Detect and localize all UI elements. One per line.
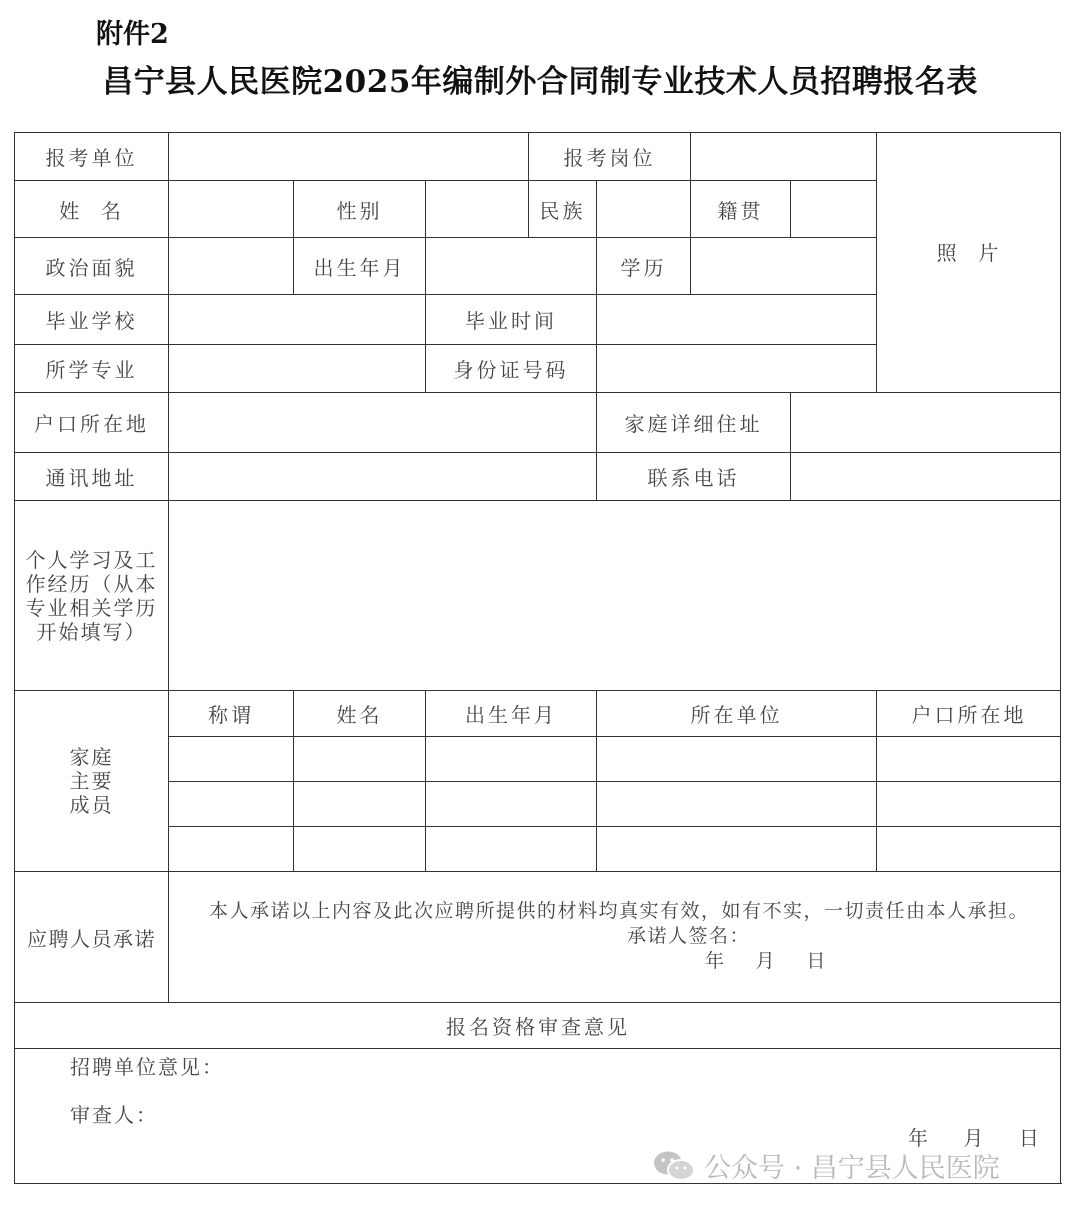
family-label-line: 成员: [69, 793, 114, 817]
label-graduate-time: 毕业时间: [425, 294, 596, 344]
label-gender: 性别: [293, 180, 425, 237]
form-title: 昌宁县人民医院2025年编制外合同制专业技术人员招聘报名表: [102, 64, 978, 100]
label-promise: 应聘人员承诺: [14, 871, 168, 1002]
label-hukou: 户口所在地: [14, 392, 168, 452]
family-label-line: 主要: [69, 769, 114, 793]
label-apply-unit: 报考单位: [14, 132, 168, 180]
field-home-address[interactable]: [790, 392, 1061, 452]
family-cell[interactable]: [168, 826, 293, 871]
family-cell[interactable]: [293, 736, 425, 781]
label-ethnicity: 民族: [528, 180, 596, 237]
photo-box[interactable]: [876, 132, 1061, 392]
resume-label-line: 作经历（从本: [25, 571, 158, 596]
field-name[interactable]: [168, 180, 293, 237]
field-native-place[interactable]: [790, 180, 876, 237]
family-header-hukou: 户口所在地: [876, 690, 1061, 736]
label-graduate-school: 毕业学校: [14, 294, 168, 344]
family-label-line: 家庭: [69, 745, 114, 769]
label-name: 姓 名: [14, 180, 168, 237]
family-cell[interactable]: [596, 736, 876, 781]
photo-label: 照 片: [936, 241, 1002, 265]
field-graduate-school[interactable]: [168, 294, 425, 344]
label-education: 学历: [596, 237, 690, 294]
label-apply-post: 报考岗位: [528, 132, 690, 180]
family-cell[interactable]: [876, 781, 1061, 826]
field-education[interactable]: [690, 237, 876, 294]
family-cell[interactable]: [425, 781, 596, 826]
label-phone: 联系电话: [596, 452, 790, 500]
watermark-text: 公众号 · 昌宁县人民医院: [704, 1153, 1000, 1184]
field-graduate-time[interactable]: [596, 294, 876, 344]
reviewer-label: 审查人：: [70, 1103, 158, 1127]
promise-text: 本人承诺以上内容及此次应聘所提供的材料均真实有效，如有不实，一切责任由本人承担。: [209, 900, 1030, 922]
promise-date: 年 月 日: [705, 950, 827, 972]
label-mail-address: 通讯地址: [14, 452, 168, 500]
field-id-number[interactable]: [596, 344, 876, 392]
label-native-place: 籍贯: [690, 180, 790, 237]
promise-box: [168, 871, 1061, 1002]
family-cell[interactable]: [425, 736, 596, 781]
field-gender[interactable]: [425, 180, 528, 237]
label-political-status: 政治面貌: [14, 237, 168, 294]
field-apply-unit[interactable]: [168, 132, 528, 180]
family-cell[interactable]: [168, 781, 293, 826]
field-hukou[interactable]: [168, 392, 596, 452]
family-header-birth: 出生年月: [425, 690, 596, 736]
label-birth-date: 出生年月: [293, 237, 425, 294]
family-cell[interactable]: [876, 736, 1061, 781]
label-family: [14, 690, 168, 871]
family-cell[interactable]: [876, 826, 1061, 871]
family-cell[interactable]: [293, 781, 425, 826]
field-apply-post[interactable]: [690, 132, 876, 180]
family-cell[interactable]: [168, 736, 293, 781]
field-political-status[interactable]: [168, 237, 293, 294]
field-ethnicity[interactable]: [596, 180, 690, 237]
attachment-label: 附件2: [96, 19, 169, 50]
label-major: 所学专业: [14, 344, 168, 392]
field-mail-address[interactable]: [168, 452, 596, 500]
review-date: 年 月 日: [908, 1126, 1041, 1150]
family-header-unit: 所在单位: [596, 690, 876, 736]
watermark: [652, 1146, 1000, 1185]
review-header: 报名资格审查意见: [14, 1002, 1061, 1048]
field-birth-date[interactable]: [425, 237, 596, 294]
field-phone[interactable]: [790, 452, 1061, 500]
family-header-relation: 称谓: [168, 690, 293, 736]
label-id-number: 身份证号码: [425, 344, 596, 392]
family-cell[interactable]: [596, 826, 876, 871]
family-cell[interactable]: [596, 781, 876, 826]
field-major[interactable]: [168, 344, 425, 392]
field-resume[interactable]: [168, 500, 1061, 690]
family-cell[interactable]: [425, 826, 596, 871]
signature-label: 承诺人签名：: [627, 925, 751, 947]
label-resume: [14, 500, 168, 690]
wechat-icon: [652, 1149, 696, 1183]
resume-label-line: 个人学习及工: [25, 547, 158, 572]
review-unit-opinion: 招聘单位意见：: [70, 1055, 224, 1079]
family-cell[interactable]: [293, 826, 425, 871]
family-header-name: 姓名: [293, 690, 425, 736]
label-home-address: 家庭详细住址: [596, 392, 790, 452]
resume-label-line: 开始填写）: [36, 619, 147, 644]
resume-label-line: 专业相关学历: [25, 595, 158, 620]
